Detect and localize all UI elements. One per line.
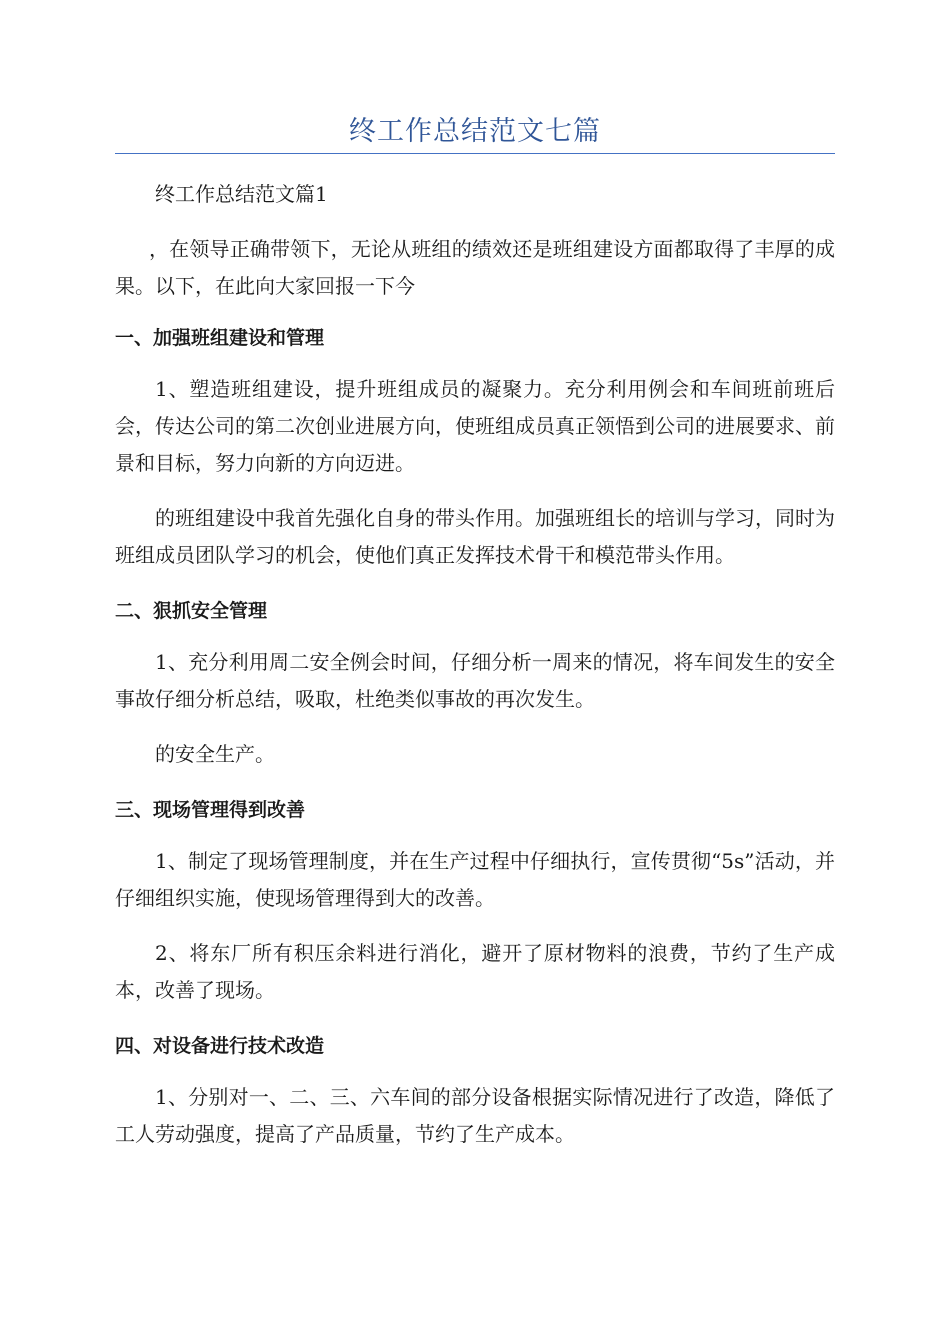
title-underline (115, 153, 835, 154)
intro-paragraph: ，在领导正确带领下，无论从班组的绩效还是班组建设方面都取得了丰厚的成果。以下，在此向大家回报一下今 (115, 237, 835, 298)
section-3-paragraph-1: 1、制定了现场管理制度，并在生产过程中仔细执行，宣传贯彻“5s”活动，并仔细组织实施，使现场管理得到大的改善。 (115, 849, 835, 910)
section-heading-1: 一、加强班组建设和管理 (115, 327, 325, 349)
section-1-paragraph-2: 的班组建设中我首先强化自身的带头作用。加强班组长的培训与学习，同时为班组成员团队学习的机会，使他们真正发挥技术骨干和模范带头作用。 (115, 506, 835, 567)
section-4-paragraph-1: 1、分别对一、二、三、六车间的部分设备根据实际情况进行了改造，降低了工人劳动强度，提高了产品质量，节约了生产成本。 (115, 1085, 835, 1146)
section-heading-4: 四、对设备进行技术改造 (115, 1035, 325, 1057)
section-3-paragraph-2: 2、将东厂所有积压余料进行消化，避开了原材物料的浪费，节约了生产成本，改善了现场。 (115, 941, 835, 1002)
section-2-paragraph-2: 的安全生产。 (155, 742, 275, 766)
document-subtitle: 终工作总结范文篇1 (155, 182, 328, 206)
section-1-paragraph-1: 1、塑造班组建设，提升班组成员的凝聚力。充分利用例会和车间班前班后会，传达公司的第二次创业进展方向，使班组成员真正领悟到公司的进展要求、前景和目标，努力向新的方向迈进。 (115, 377, 835, 475)
section-heading-2: 二、狠抓安全管理 (115, 600, 268, 622)
section-2-paragraph-1: 1、充分利用周二安全例会时间，仔细分析一周来的情况，将车间发生的安全事故仔细分析总结，吸取，杜绝类似事故的再次发生。 (115, 650, 835, 711)
document-title: 终工作总结范文七篇 (349, 116, 601, 147)
section-heading-3: 三、现场管理得到改善 (115, 799, 306, 821)
document-body (115, 176, 835, 1171)
